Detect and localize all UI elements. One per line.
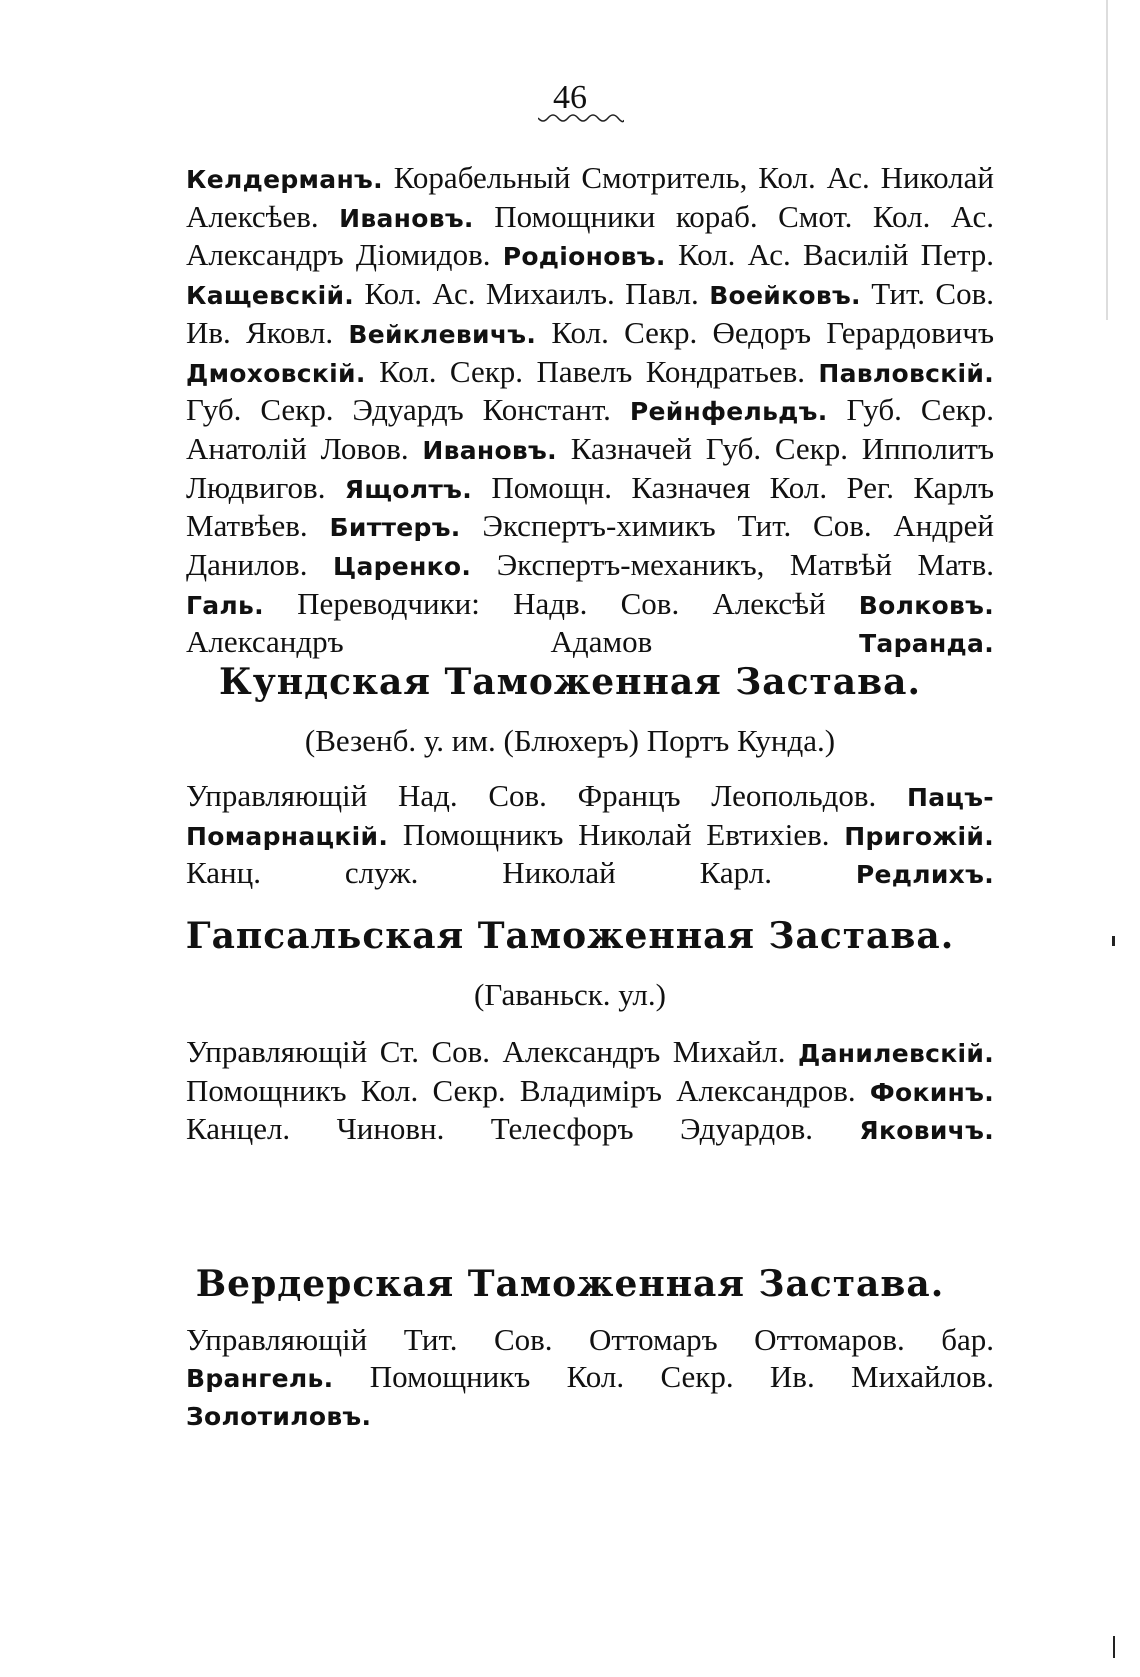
entry-text: Кол. Секр. Павелъ Кондратьев. (365, 353, 819, 389)
scan-mark (1112, 936, 1115, 946)
section-heading-werder: Вердерская Таможенная Застава. (195, 1263, 945, 1305)
surname: Врангель. (186, 1363, 334, 1393)
entry-text: Помощникъ Николай Евтихіев. (388, 816, 845, 852)
surname: Вейклевичъ. (348, 319, 537, 349)
entry-text: Помощн. Казначея Кол. Рег. Карлъ Матвѣев. (186, 469, 994, 544)
entry-text: Кол. Ас. Василій Петр. (665, 237, 994, 273)
surname: Воейковъ. (709, 281, 861, 311)
section-subheading-hapsal: (Гаваньск. ул.) (474, 977, 666, 1012)
page-number: 46 (553, 79, 587, 116)
entry-text: Губ. Секр. Анатолій Ловов. (186, 392, 994, 466)
scan-mark (1113, 1636, 1115, 1658)
entry-text: Александръ Адамов (186, 624, 860, 660)
surname: Родіоновъ. (502, 242, 666, 272)
section-heading-hapsal: Гапсальская Таможенная Застава. (185, 915, 955, 957)
scan-margin-line (1106, 0, 1108, 320)
entry-text: Помощникъ Кол. Секр. Владиміръ Александров. (186, 1072, 870, 1108)
entry-text: Экспертъ-химикъ Тит. Сов. Андрей Данилов. (186, 508, 995, 583)
surname: Дмоховскій. (186, 358, 366, 388)
surname: Волковъ. (858, 590, 994, 620)
section-subheading-kunda: (Везенб. у. им. (Блюхеръ) Портъ Кунда.) (304, 723, 836, 758)
wavy-rule (538, 114, 624, 126)
entry-text: Помощникъ Кол. Секр. Ив. Михайлов. (333, 1358, 994, 1394)
entry-text: Тит. Сов. Ив. Яковл. (186, 276, 994, 350)
entry-text: Управляющій Ст. Сов. Александръ Михайл. (186, 1034, 799, 1069)
entry-text: Кол. Секр. Өедоръ Герардовичъ (536, 314, 994, 350)
surname: Пацъ-Помарнацкій. (186, 783, 994, 851)
surname: Яковичъ. (859, 1116, 994, 1146)
surname: Редлихъ. (855, 860, 994, 890)
entry-text: Канц. служ. Николай Карл. (186, 855, 856, 891)
surname: Келдерманъ. (186, 165, 383, 194)
entry-text: Помощники кораб. Смот. Кол. Ас. Александръ Діомидов. (186, 198, 994, 273)
surname: Фокинъ. (869, 1077, 994, 1107)
entry-text: Казначей Губ. Секр. Ипполитъ Людвигов. (186, 430, 994, 505)
section-paragraph-kunda (186, 778, 994, 894)
entry-text: Губ. Секр. Эдуардъ Констант. (186, 392, 630, 428)
section-paragraph-hapsal (186, 1034, 994, 1150)
surname: Ивановъ. (339, 203, 474, 233)
entry-text: Переводчики: Надв. Сов. Алексѣй (263, 585, 859, 621)
entry-text: Управляющій Тит. Сов. Оттомаръ Оттомаров. бар. (186, 1322, 994, 1357)
surname: Кащевскій. (186, 281, 355, 311)
surname: Ивановъ. (422, 435, 557, 465)
entry-text: Экспертъ-механикъ, Матвѣй Матв. (471, 547, 994, 583)
surname: Ящолтъ. (344, 474, 473, 504)
entry-text: Канцел. Чиновн. Телесфоръ Эдуардов. (186, 1111, 860, 1147)
entry-text: Корабельный Смотритель, Кол. Ас. Николай Алексѣев. (186, 160, 994, 234)
entry-text: Кол. Ас. Михаилъ. Павл. (354, 276, 710, 312)
entry-text: Управляющій Над. Сов. Францъ Леопольдов. (186, 778, 907, 813)
surname: Пригожій. (844, 821, 994, 851)
surname: Рейнфельдъ. (629, 397, 828, 427)
top-entries-paragraph (186, 160, 994, 663)
section-heading-kunda: Кундская Таможенная Застава. (218, 661, 922, 703)
surname: Царенко. (332, 552, 472, 582)
surname: Таранда. (859, 629, 994, 659)
surname: Павловскій. (818, 358, 994, 388)
section-paragraph-werder (186, 1322, 994, 1436)
surname: Золотиловъ. (186, 1402, 372, 1432)
surname: Данилевскій. (798, 1039, 994, 1068)
surname: Галь. (186, 590, 264, 620)
surname: Биттеръ. (329, 513, 461, 543)
